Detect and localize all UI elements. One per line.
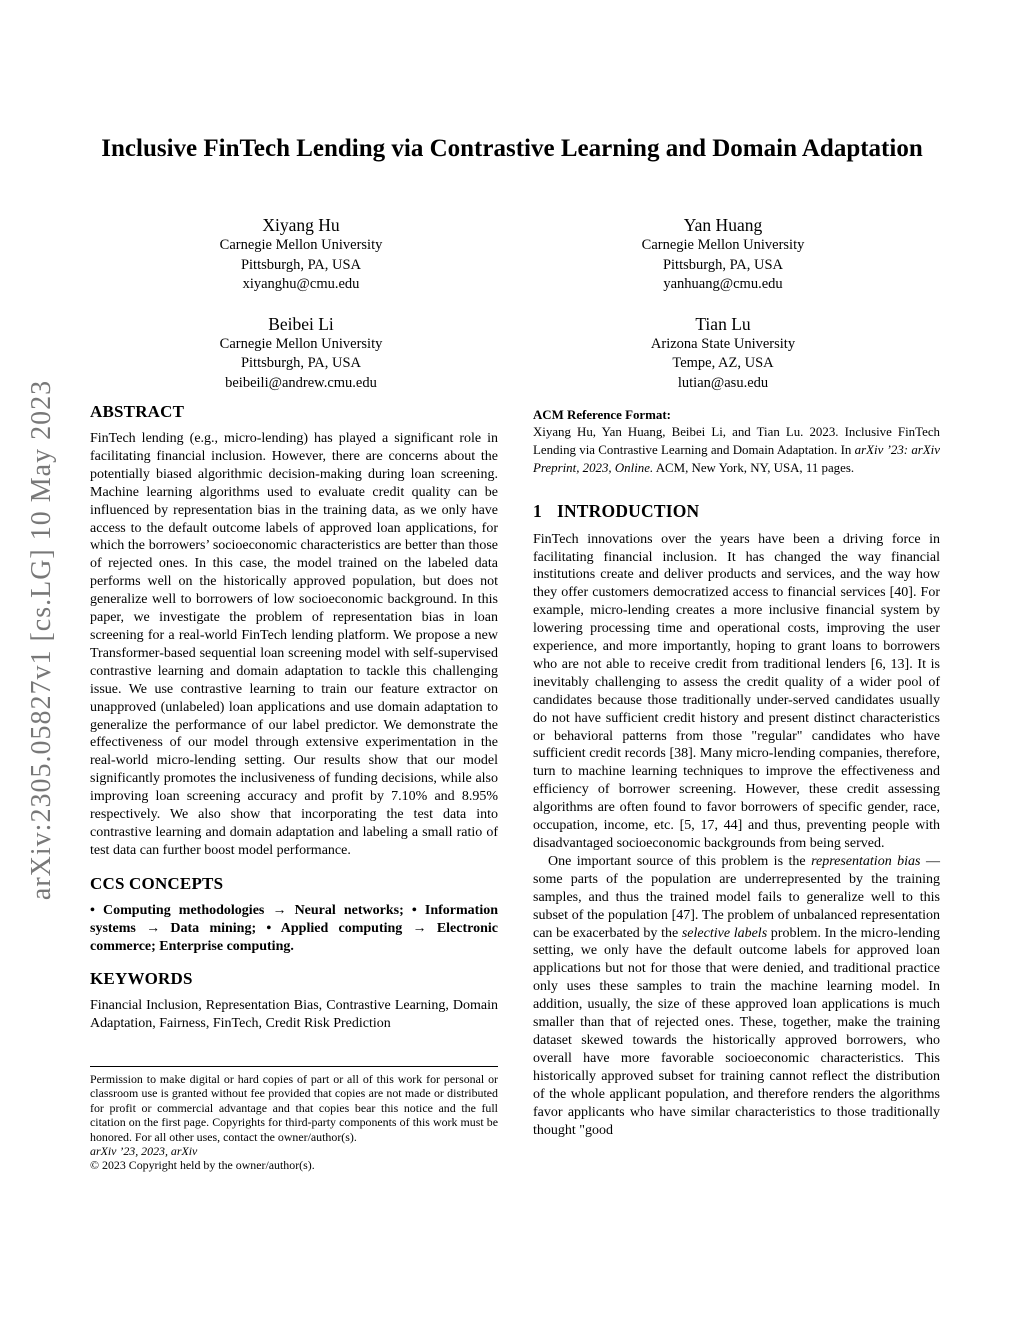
author-location: Tempe, AZ, USA <box>672 355 774 371</box>
keywords-heading: KEYWORDS <box>90 969 193 989</box>
author-name: Xiyang Hu <box>262 215 340 235</box>
introduction-heading <box>533 501 940 522</box>
author-name: Tian Lu <box>695 313 751 334</box>
author-affiliation: Carnegie Mellon University <box>219 237 383 253</box>
ccs-text: • Computing methodologies → Neural networks; • Information systems → Data mining; • Applied computing → Electronic commerce; Enterprise computing. <box>90 902 498 954</box>
author-name: Beibei Li <box>268 313 334 334</box>
permission-text: Permission to make digital or hard copies of part or all of this work for personal or classroom use is granted without fee provided that copies are not made or distributed for profit or commercial advantage and that copies bear this notice and the full citation on the first page. Copyrights for third-party components of this work must be honored. For all other uses, contact the owner/author(s). <box>90 1072 498 1144</box>
keywords-text: Financial Inclusion, Representation Bias, Contrastive Learning, Domain Adaptation, Fairness, FinTech, Credit Risk Prediction <box>90 998 498 1032</box>
author-email: lutian@asu.edu <box>677 374 769 391</box>
author-location: Pittsburgh, PA, USA <box>240 355 362 371</box>
acm-reference-label: ACM Reference Format: <box>533 408 671 422</box>
author-block <box>90 214 512 295</box>
author-block <box>512 214 934 295</box>
author-affiliation: Carnegie Mellon University <box>219 335 383 352</box>
section-title: INTRODUCTION <box>556 500 700 521</box>
page-title: Inclusive FinTech Lending via Contrastive Learning and Domain Adaptation <box>101 135 923 162</box>
ccs-heading: CCS CONCEPTS <box>90 873 224 893</box>
author-name: Yan Huang <box>683 215 763 235</box>
abstract-heading: ABSTRACT <box>90 402 185 421</box>
author-email: yanhuang@cmu.edu <box>663 276 783 292</box>
author-location: Pittsburgh, PA, USA <box>240 256 362 273</box>
intro-paragraph-1: FinTech innovations over the years have been a driving force in facilitating financial inclusion. It has changed the way financial institutions create and deliver products and services, and the way how they offer customers democratized access to financial services [40]. For example, micro-lending creates a more inclusive financial system by lowering processing time and operational costs, improving the user experience, and more importantly, hoping to grant loans to borrowers who are not able to receive credit from traditional lenders [6, 13]. It is inevitably challenging to assess the credit quality of a wider pool of candidates because those traditionally under-served candidates usually do not have sufficient credit history and present distinct characteristics or behavioral patterns from those "regular" candidates who have sufficient credit records [38]. Many micro-lending companies, therefore, turn to machine learning techniques to improve the effectiveness and efficiency of borrower screening. However, these credit assessing algorithms are often found to favor borrowers of specific gender, race, occupation, income, etc. [5, 17, 44] and thus, preventing people with disadvantaged socioeconomic backgrounds from being served. <box>533 531 940 852</box>
author-email: xiyanghu@cmu.edu <box>242 276 360 292</box>
author-affiliation: Arizona State University <box>650 335 796 352</box>
author-affiliation: Carnegie Mellon University <box>641 237 805 253</box>
section-number: 1 <box>533 500 542 521</box>
footnote <box>90 1066 498 1173</box>
left-column <box>90 402 498 1033</box>
author-location: Pittsburgh, PA, USA <box>662 256 784 273</box>
copyright-text: © 2023 Copyright held by the owner/author(s). <box>90 1158 315 1173</box>
author-block <box>90 313 512 394</box>
venue-text: arXiv ’23, 2023, arXiv <box>90 1144 198 1159</box>
abstract-text: FinTech lending (e.g., micro-lending) has played a significant role in facilitating financial inclusion. However, there are concerns about the potentially biased algorithmic decision-making during loan screening. Machine learning algorithms used to evaluate credit quality can be influenced by representation bias in the training data, as we only have access to the default outcome labels of approved loan applications, for which the borrowers’ socioeconomic characteristics are better than those of rejected ones. In this case, the model trained on the labeled data performs well on the historically approved population, but does not generalize well to borrowers of low socioeconomic background. In this paper, we investigate the problem of representation bias in loan screening for a real-world FinTech lending platform. We propose a new Transformer-based sequential loan screening model with self-supervised contrastive learning and domain adaptation to tackle this challenging issue. We use contrastive learning to train our feature extractor on unapproved (unlabeled) loan applications and use domain adaptation to generalize the performance of our label predictor. We demonstrate the effectiveness of our model through extensive experimentation in the real-world micro-lending setting. Our results show that our model significantly promotes the inclusiveness of funding decisions, while also improving loan screening accuracy and profit by 7.10% and 8.95% respectively. We also show that incorporating the test data into contrastive learning and domain adaptation and labeling a small ratio of test data can further boost model performance. <box>90 431 498 858</box>
acm-reference-text: Xiyang Hu, Yan Huang, Beibei Li, and Tian Lu. 2023. Inclusive FinTech Lending via Contrastive Learning and Domain Adaptation. In arXiv ’23: arXiv Preprint, 2023, Online. ACM, New York, NY, USA, 11 pages. <box>533 425 940 476</box>
intro-paragraph-2: One important source of this problem is the representation bias — some parts of the population are underrepresented by the training samples, and thus the trained model fails to generalize well to this subset of the population [47]. The problem of unbalanced representation can be exacerbated by the selective labels problem. In the micro-lending setting, we only have the default outcome labels for approved loan applications but not for those that were denied, and traditional practice only uses these samples to train the machine learning model. In addition, usually, the size of these approved loan applications is much smaller than that of rejected ones. These, together, make the training dataset skewed towards the historically approved borrowers, who overall have more favorable socioeconomic characteristics. This historically approved subset for training cannot reflect the distribution of the whole applicant population, and therefore renders the algorithms favor applicants who have similar characteristics to those traditionally thought "good <box>533 853 940 1138</box>
arxiv-watermark: arXiv:2305.05827v1 [cs.LG] 10 May 2023 <box>26 379 57 901</box>
author-block <box>512 313 934 394</box>
right-column <box>533 402 940 1139</box>
author-email: beibeili@andrew.cmu.edu <box>225 374 377 391</box>
authors-grid <box>90 214 934 393</box>
